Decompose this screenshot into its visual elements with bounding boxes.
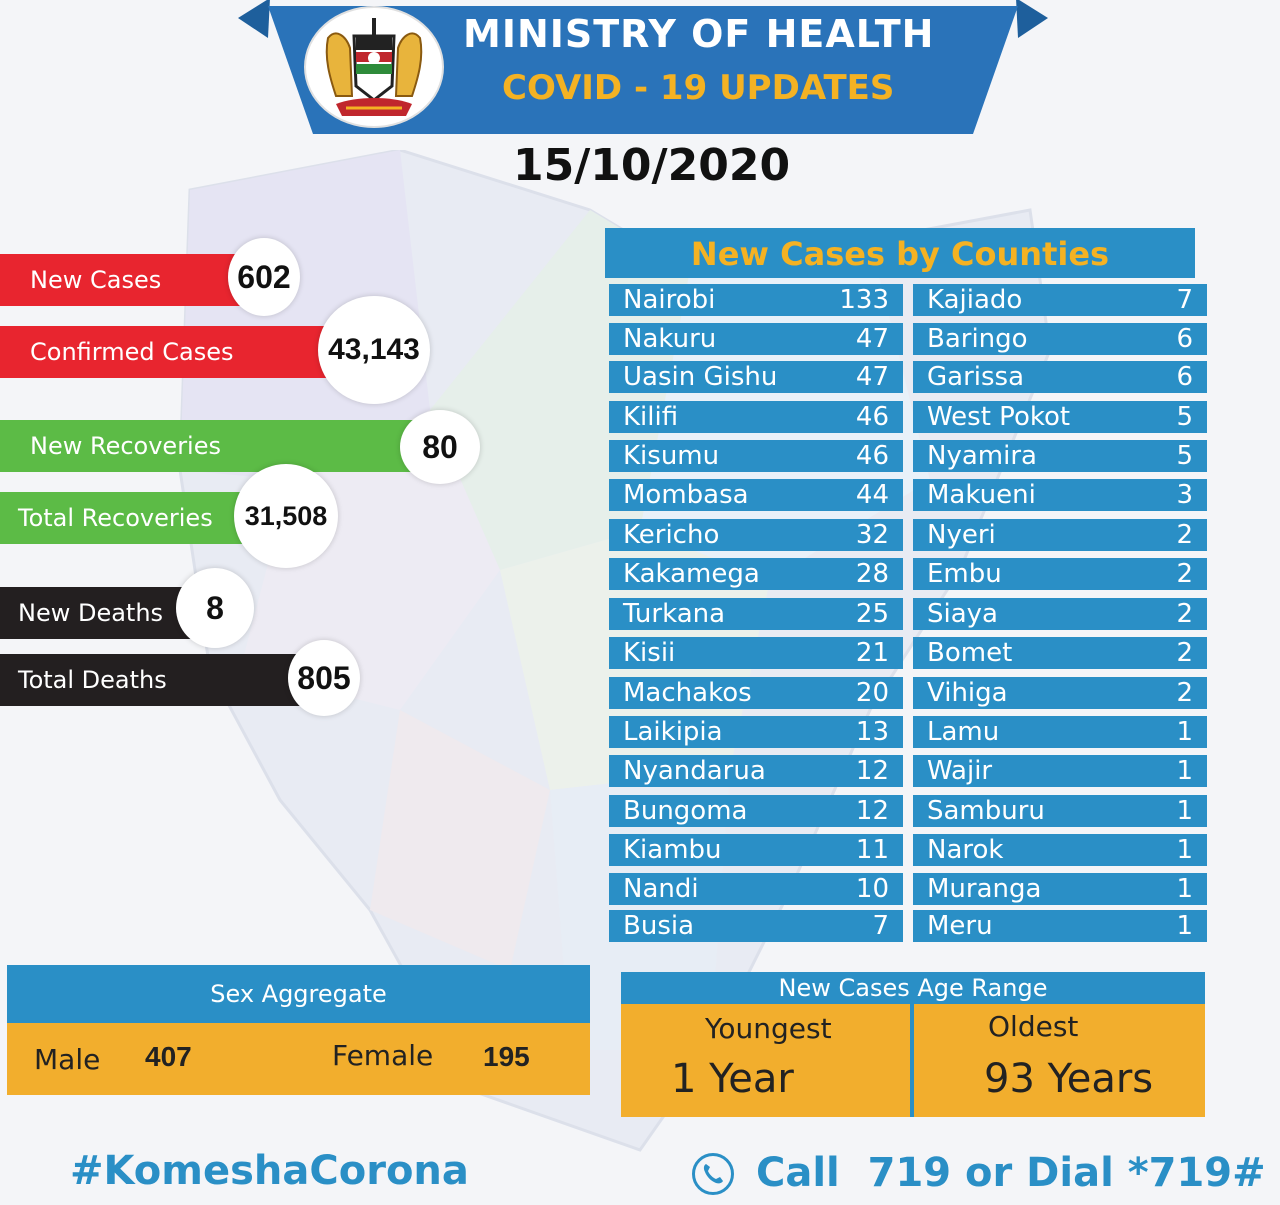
county-name: Nandi <box>623 874 699 904</box>
county-name: Laikipia <box>623 717 723 747</box>
stat-label: New Recoveries <box>30 432 221 460</box>
county-row <box>913 401 1207 433</box>
county-row <box>609 834 903 866</box>
county-name: Kiambu <box>623 835 722 865</box>
county-count: 2 <box>1176 678 1193 708</box>
county-count: 2 <box>1176 520 1193 550</box>
county-name: Nakuru <box>623 324 717 354</box>
county-row <box>609 440 903 472</box>
county-name: Garissa <box>927 362 1025 392</box>
county-count: 133 <box>839 285 889 315</box>
county-name: Siaya <box>927 599 998 629</box>
county-name: Nyamira <box>927 441 1037 471</box>
county-row <box>913 716 1207 748</box>
stat-value-circle: 43,143 <box>318 296 430 404</box>
county-row <box>913 795 1207 827</box>
hashtag: #KomeshaCorona <box>70 1148 469 1194</box>
county-count: 10 <box>855 874 889 904</box>
stat-new-cases <box>0 254 255 306</box>
county-name: Nyeri <box>927 520 996 550</box>
youngest-label: Youngest <box>705 1012 832 1045</box>
oldest-label: Oldest <box>988 1010 1079 1043</box>
county-row <box>609 755 903 787</box>
county-name: Kisii <box>623 638 676 668</box>
stat-value-circle: 602 <box>228 238 300 316</box>
county-row <box>609 873 903 905</box>
county-name: Turkana <box>623 599 726 629</box>
county-row <box>609 519 903 551</box>
county-count: 44 <box>855 480 889 510</box>
male-value: 407 <box>145 1041 192 1072</box>
sex-aggregate-panel <box>7 1023 590 1095</box>
stat-confirmed-cases <box>0 326 345 378</box>
county-row <box>609 637 903 669</box>
stat-value-circle: 8 <box>176 568 254 648</box>
county-row <box>913 361 1207 393</box>
county-row <box>609 558 903 590</box>
county-name: Wajir <box>927 756 993 786</box>
county-name: Lamu <box>927 717 1000 747</box>
county-row <box>913 910 1207 942</box>
stat-new-deaths <box>0 587 200 639</box>
county-count: 1 <box>1176 796 1193 826</box>
county-row <box>913 440 1207 472</box>
county-count: 7 <box>1176 285 1193 315</box>
emblem <box>304 6 444 128</box>
county-row <box>609 284 903 316</box>
county-count: 5 <box>1176 402 1193 432</box>
county-count: 6 <box>1176 324 1193 354</box>
county-row <box>913 284 1207 316</box>
county-name: Makueni <box>927 480 1036 510</box>
banner-subtitle: COVID - 19 UPDATES <box>502 68 895 108</box>
call-number: Call 719 or Dial *719# <box>756 1150 1266 1196</box>
youngest-panel <box>621 1004 910 1117</box>
county-count: 1 <box>1176 756 1193 786</box>
county-name: Kericho <box>623 520 720 550</box>
female-value: 195 <box>483 1041 530 1072</box>
county-row <box>913 755 1207 787</box>
county-count: 28 <box>855 559 889 589</box>
county-name: Nairobi <box>623 285 716 315</box>
county-row <box>913 873 1207 905</box>
county-name: Samburu <box>927 796 1045 826</box>
county-row <box>609 716 903 748</box>
county-row <box>913 637 1207 669</box>
county-count: 1 <box>1176 717 1193 747</box>
county-name: Bungoma <box>623 796 748 826</box>
county-count: 25 <box>855 599 889 629</box>
county-count: 1 <box>1176 835 1193 865</box>
county-name: Meru <box>927 911 993 941</box>
age-divider <box>910 1004 914 1117</box>
county-name: Kakamega <box>623 559 760 589</box>
county-count: 13 <box>855 717 889 747</box>
header-banner <box>238 0 1048 136</box>
county-count: 7 <box>872 911 889 941</box>
county-name: Kilifi <box>623 402 679 432</box>
county-row <box>913 558 1207 590</box>
county-count: 12 <box>855 796 889 826</box>
county-count: 47 <box>855 324 889 354</box>
county-row <box>913 598 1207 630</box>
county-name: Muranga <box>927 874 1042 904</box>
stat-value-circle: 80 <box>400 410 480 484</box>
county-count: 5 <box>1176 441 1193 471</box>
stat-value-circle: 805 <box>288 640 360 716</box>
county-count: 46 <box>855 441 889 471</box>
stat-total-deaths <box>0 654 320 706</box>
county-name: West Pokot <box>927 402 1071 432</box>
county-count: 1 <box>1176 911 1193 941</box>
county-row <box>913 519 1207 551</box>
stat-label: New Deaths <box>18 599 164 627</box>
county-count: 2 <box>1176 638 1193 668</box>
county-count: 47 <box>855 362 889 392</box>
county-count: 46 <box>855 402 889 432</box>
phone-icon <box>692 1153 734 1195</box>
county-name: Machakos <box>623 678 752 708</box>
phone-glyph <box>695 1156 731 1192</box>
county-name: Kisumu <box>623 441 720 471</box>
stat-label: Confirmed Cases <box>30 338 234 366</box>
oldest-panel <box>914 1004 1205 1117</box>
county-row <box>609 910 903 942</box>
county-count: 32 <box>855 520 889 550</box>
county-count: 2 <box>1176 559 1193 589</box>
county-row <box>609 479 903 511</box>
county-count: 11 <box>855 835 889 865</box>
county-count: 3 <box>1176 480 1193 510</box>
county-name: Mombasa <box>623 480 749 510</box>
youngest-value: 1 Year <box>671 1056 794 1102</box>
stat-new-recoveries <box>0 420 432 472</box>
sex-aggregate-title: Sex Aggregate <box>7 965 590 1023</box>
county-count: 1 <box>1176 874 1193 904</box>
county-row <box>913 479 1207 511</box>
stat-value-circle: 31,508 <box>234 464 338 568</box>
stat-label: Total Recoveries <box>18 504 213 532</box>
age-range-title: New Cases Age Range <box>621 972 1205 1004</box>
county-row <box>609 323 903 355</box>
county-row <box>913 677 1207 709</box>
stat-label: New Cases <box>30 266 162 294</box>
counties-title: New Cases by Counties <box>605 228 1195 278</box>
banner-title: MINISTRY OF HEALTH <box>463 12 935 56</box>
female-label: Female <box>332 1039 434 1072</box>
county-count: 20 <box>855 678 889 708</box>
county-row <box>609 401 903 433</box>
county-name: Baringo <box>927 324 1028 354</box>
county-count: 6 <box>1176 362 1193 392</box>
stat-label: Total Deaths <box>18 666 167 694</box>
county-name: Embu <box>927 559 1002 589</box>
county-row <box>609 598 903 630</box>
county-name: Narok <box>927 835 1004 865</box>
county-row <box>913 323 1207 355</box>
stat-total-recoveries <box>0 492 268 544</box>
county-count: 12 <box>855 756 889 786</box>
kenya-coat-of-arms-icon <box>306 8 442 126</box>
county-row <box>609 677 903 709</box>
county-row <box>609 795 903 827</box>
county-name: Nyandarua <box>623 756 766 786</box>
county-count: 2 <box>1176 599 1193 629</box>
county-count: 21 <box>855 638 889 668</box>
male-label: Male <box>34 1043 101 1076</box>
county-name: Vihiga <box>927 678 1008 708</box>
oldest-value: 93 Years <box>984 1056 1154 1102</box>
county-name: Busia <box>623 911 695 941</box>
county-name: Bomet <box>927 638 1013 668</box>
county-row <box>609 361 903 393</box>
report-date: 15/10/2020 <box>513 140 791 191</box>
county-name: Kajiado <box>927 285 1023 315</box>
county-name: Uasin Gishu <box>623 362 778 392</box>
county-row <box>913 834 1207 866</box>
